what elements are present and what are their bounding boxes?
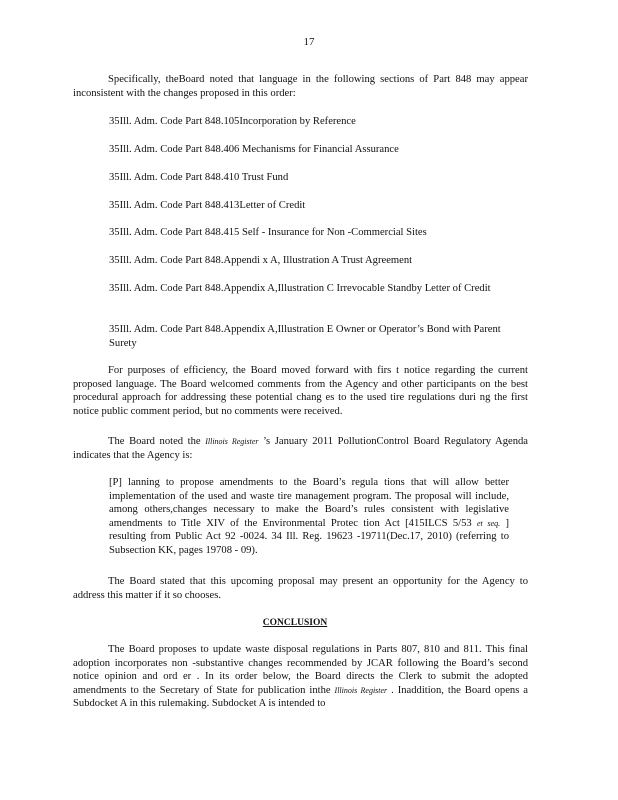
code-item: 35Ill. Adm. Code Part 848.415 Self - Insurance for Non -Commercial Sites <box>109 227 427 238</box>
code-item: 35Ill. Adm. Code Part 848.Appendix A,Illustration E Owner or Operator’s Bond with Parent Surety <box>109 324 501 349</box>
efficiency-paragraph: For purposes of efficiency, the Board moved forward with firs t notice regarding the current proposed language. The Board welcomed comments from the Agency and other participants on the best procedural approach for addressing these potential chang es to the used tire regulations duri ng the first notice public comment period, but no comments were received. <box>73 365 528 417</box>
quote-text-post: ] resulting from Public Act 92 -0024. 34 Ill. Reg. 19623 -19711(Dec.17, 2010) (referring to Subsection KK, pages 19708 - 09). <box>109 517 509 556</box>
conclusion-paragraph <box>73 643 528 711</box>
conclusion-text-pre: The Board proposes to update waste disposal regulations in Parts 807, 810 and 811. This final adoption incorporates non -substantive changes recommended by JCAR following the Board’s second notice opinion and ord er . In its order below, the Board directs the Clerk to submit the adopted amendments to the Secretary of State for publication inthe <box>73 644 528 696</box>
conclusion-heading: CONCLUSION <box>262 618 328 628</box>
agenda-text-post: ’s January 2011 PollutionControl Board Regulatory Agenda indicates that the Agency is: <box>73 436 529 461</box>
intro-paragraph: Specifically, theBoard noted that language in the following sections of Part 848 may appear inconsistent with the changes proposed in this order: <box>73 74 528 99</box>
conclusion-journal-italic: Illinois Register <box>334 685 388 695</box>
code-item: 35Ill. Adm. Code Part 848.410 Trust Fund <box>109 172 289 183</box>
agenda-text-pre: The Board noted the <box>108 436 206 447</box>
conclusion-text-post: . Inaddition, the Board opens a Subdocket A in this rulemaking. Subdocket A is intended to <box>73 684 528 709</box>
agenda-journal-italic: Illinois Register <box>205 437 259 446</box>
code-item: 35Ill. Adm. Code Part 848.Appendi x A, Illustration A Trust Agreement <box>109 255 413 266</box>
quote-text-pre: [P] lanning to propose amendments to the Board’s regula tions that will allow better implementation of the used and waste tire management program. The proposal will include, among others,changes necessary to make the Board’s rules consistent with legislative amendments to Title XIV of the Environmental Protec tion Act [415ILCS 5/53 <box>109 477 509 529</box>
block-quote <box>109 476 509 557</box>
agenda-paragraph <box>73 435 528 462</box>
code-item: 35Ill. Adm. Code Part 848.406 Mechanisms for Financial Assurance <box>109 144 399 155</box>
page-number: 17 <box>303 36 315 48</box>
code-item: 35Ill. Adm. Code Part 848.Appendix A,Illustration C Irrevocable Standby Letter of Credit <box>109 283 491 294</box>
code-item: 35Ill. Adm. Code Part 848.105Incorporation by Reference <box>109 116 356 127</box>
upcoming-paragraph: The Board stated that this upcoming proposal may present an opportunity for the Agency to address this matter if it so chooses. <box>73 576 528 601</box>
quote-italic: et seq. <box>477 518 501 528</box>
code-item: 35Ill. Adm. Code Part 848.413Letter of Credit <box>109 200 306 211</box>
